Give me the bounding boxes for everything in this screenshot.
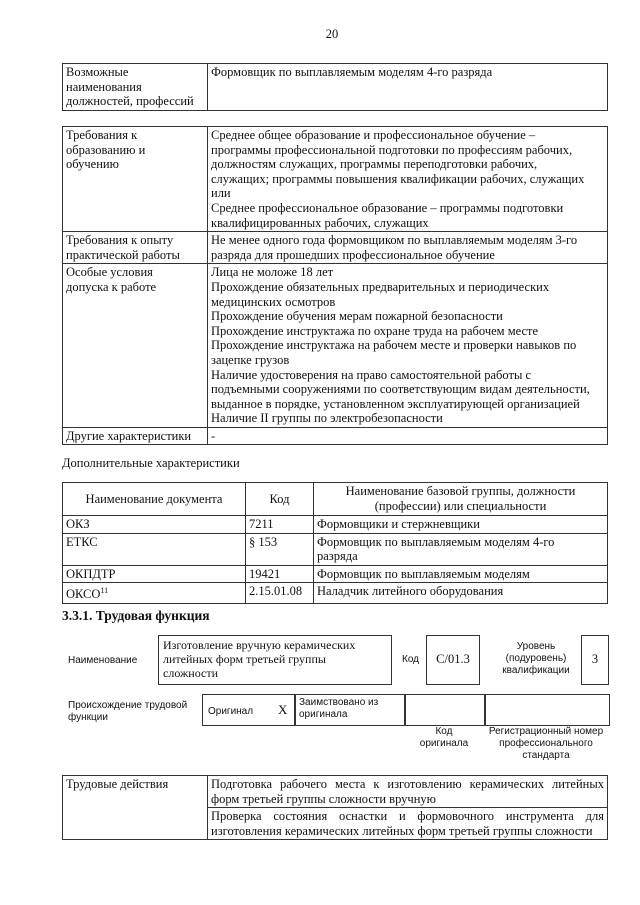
caption-line: Регистрационный номер [488,726,604,737]
value-line: зацепке грузов [211,352,290,367]
borrowed-label [295,695,405,723]
page-number: 20 [325,27,339,41]
label-line: наименования [66,79,142,94]
value-line: выданное в порядке, установленном эксплуатирующей организацией [211,396,580,411]
name-line: Формовщик по выплавляемым моделям 4-го [317,534,555,549]
value-line: подъемными сооружениями по соответствующим видам деятельности, [211,382,590,397]
action-line: изготовления керамических литейных форм третьей группы сложности [211,823,593,838]
table-row [63,583,608,604]
value-line: Наличие II группы по электробезопасности [211,411,443,426]
label-line: допуска к работе [66,279,157,294]
cell-doc [63,533,246,565]
label-line: Возможные [66,65,129,79]
cell-code: § 153 [246,533,314,565]
section-title: 3.3.1. Трудовая функция [62,608,210,623]
caption-line: оригинала [419,738,469,749]
cell-doc [63,516,246,534]
origin-label [68,700,187,724]
labor-actions-table [62,775,608,840]
origin-line: функции [68,712,108,723]
value-line: Среднее профессиональное образование – программы подготовки [211,200,564,215]
label-line: Особые условия [66,265,153,280]
table-row [63,264,608,428]
additional-heading: Дополнительные характеристики [62,456,240,470]
label-line: практической работы [66,247,180,262]
name-line: литейных форм третьей группы [163,652,326,666]
name-line: Изготовление вручную керамических [163,638,356,652]
level-value: 3 [591,652,599,666]
action-line: Проверка состояния оснастки и формовочного инструмента для [211,809,604,824]
caption-line: стандарта [522,750,570,761]
borrowed-line: Заимствовано из [299,697,379,708]
reg-number-box [484,694,610,726]
label-line: Требования к опыту [66,233,174,248]
value-line: Прохождение инструктажа по охране труда на рабочем месте [211,323,539,338]
level-box [581,635,609,685]
row-label [63,127,208,232]
cell-code: 2.15.01.08 [246,583,314,604]
table-row [63,127,608,232]
name-line: Формовщики и стержневщики [317,517,480,531]
cell-name [314,516,608,534]
original-code-box [404,694,486,726]
borrowed-box [294,694,406,726]
value-line: Среднее общее образование и профессиональное обучение – [211,128,536,142]
level-line: Уровень [516,641,556,652]
name-line: Формовщик по выплавляемым моделям [317,566,530,581]
caption-line: профессионального [499,738,593,749]
value-line: медицинских осмотров [211,294,336,309]
row-label [63,64,208,111]
caption-line: Код [435,726,453,737]
code-caption [404,726,484,750]
table-header-row [63,483,608,516]
value-line: Не менее одного года формовщиком по выплавляемым моделям 3-го [211,233,578,248]
level-line: квалификации [502,665,570,676]
value-line: программы профессиональной подготовки по профессиям рабочих, [211,142,573,157]
name-line: сложности [163,666,219,680]
row-value [208,127,608,232]
table-row [63,516,608,534]
action-item [208,776,608,808]
action-line: форм третьей группы сложности вручную [211,791,436,806]
level-label [496,641,576,677]
label-line: должностей, профессий [66,94,194,109]
header-line: Наименование базовой группы, должности [345,484,576,499]
name-line: разряда [317,549,358,564]
table-row [63,232,608,264]
level-line: (подуровень) [505,653,567,664]
function-name-box [158,635,392,685]
cell-name [314,533,608,565]
row-label [63,427,208,445]
table-row [63,533,608,565]
row-label: Трудовые действия [63,776,208,840]
origin-line: Происхождение трудовой [68,700,188,711]
value-line: разряда для прошедших профессиональное обучение [211,247,495,262]
footnote-mark: 11 [100,586,109,596]
cell-doc [63,583,246,604]
classifier-table [62,482,608,604]
reg-caption [484,726,608,762]
possible-titles-table [62,63,608,111]
value-line: Формовщик по выплавляемым моделям 4-го разряда [211,65,493,79]
name-label: Наименование [68,655,138,666]
value-line: - [211,428,216,443]
value-line: Прохождение обязательных предварительных и периодических [211,279,550,294]
cell-name [314,583,608,604]
function-name [159,636,391,682]
code-label: Код [402,654,420,665]
cell-name [314,565,608,583]
table-row [63,64,608,111]
table-row [63,776,608,808]
action-item [208,808,608,840]
name-line: Наладчик литейного оборудования [317,584,504,599]
requirements-table [62,126,608,445]
row-label [63,232,208,264]
label-line: обучению [66,157,119,172]
row-value [208,427,608,445]
row-value [208,264,608,428]
row-value [208,232,608,264]
value-line: Прохождение инструктажа на рабочем месте и проверки навыков по [211,338,577,353]
doc-text: ОКСО [66,587,101,602]
label-line: образованию и [66,142,146,157]
original-mark: X [278,702,288,717]
borrowed-line: оригинала [299,709,348,720]
code-value: С/01.3 [436,652,470,666]
value-line: должностям служащих, программы переподготовки рабочих, [211,157,538,172]
original-label: Оригинал [208,706,254,717]
doc-text: ЕТКС [66,534,98,549]
label-line: Требования к [66,128,138,142]
cell-code: 7211 [246,516,314,534]
value-line: Наличие удостоверения на право самостоятельной работы с [211,367,532,382]
header-code: Код [246,483,314,516]
row-label [63,264,208,428]
doc-text: ОКПДТР [66,566,116,581]
cell-doc [63,565,246,583]
header-line: (профессии) или специальности [374,499,547,513]
code-box [426,635,480,685]
header-document: Наименование документа [63,483,246,516]
doc-text: ОКЗ [66,517,90,531]
action-line: Подготовка рабочего места к изготовлению керамических литейных [211,777,604,791]
table-row [63,427,608,445]
header-name [314,483,608,516]
value-line: Прохождение обучения мерам пожарной безопасности [211,309,503,324]
value-line: Лица не моложе 18 лет [211,265,334,280]
value-line: или [211,186,231,201]
table-row [63,565,608,583]
value-line: квалифицированных рабочих, служащих [211,215,429,230]
value-line: служащих; программы повышения квалификации рабочих, служащих [211,171,585,186]
row-value [208,64,608,111]
label-line: Другие характеристики [66,428,192,443]
cell-code: 19421 [246,565,314,583]
